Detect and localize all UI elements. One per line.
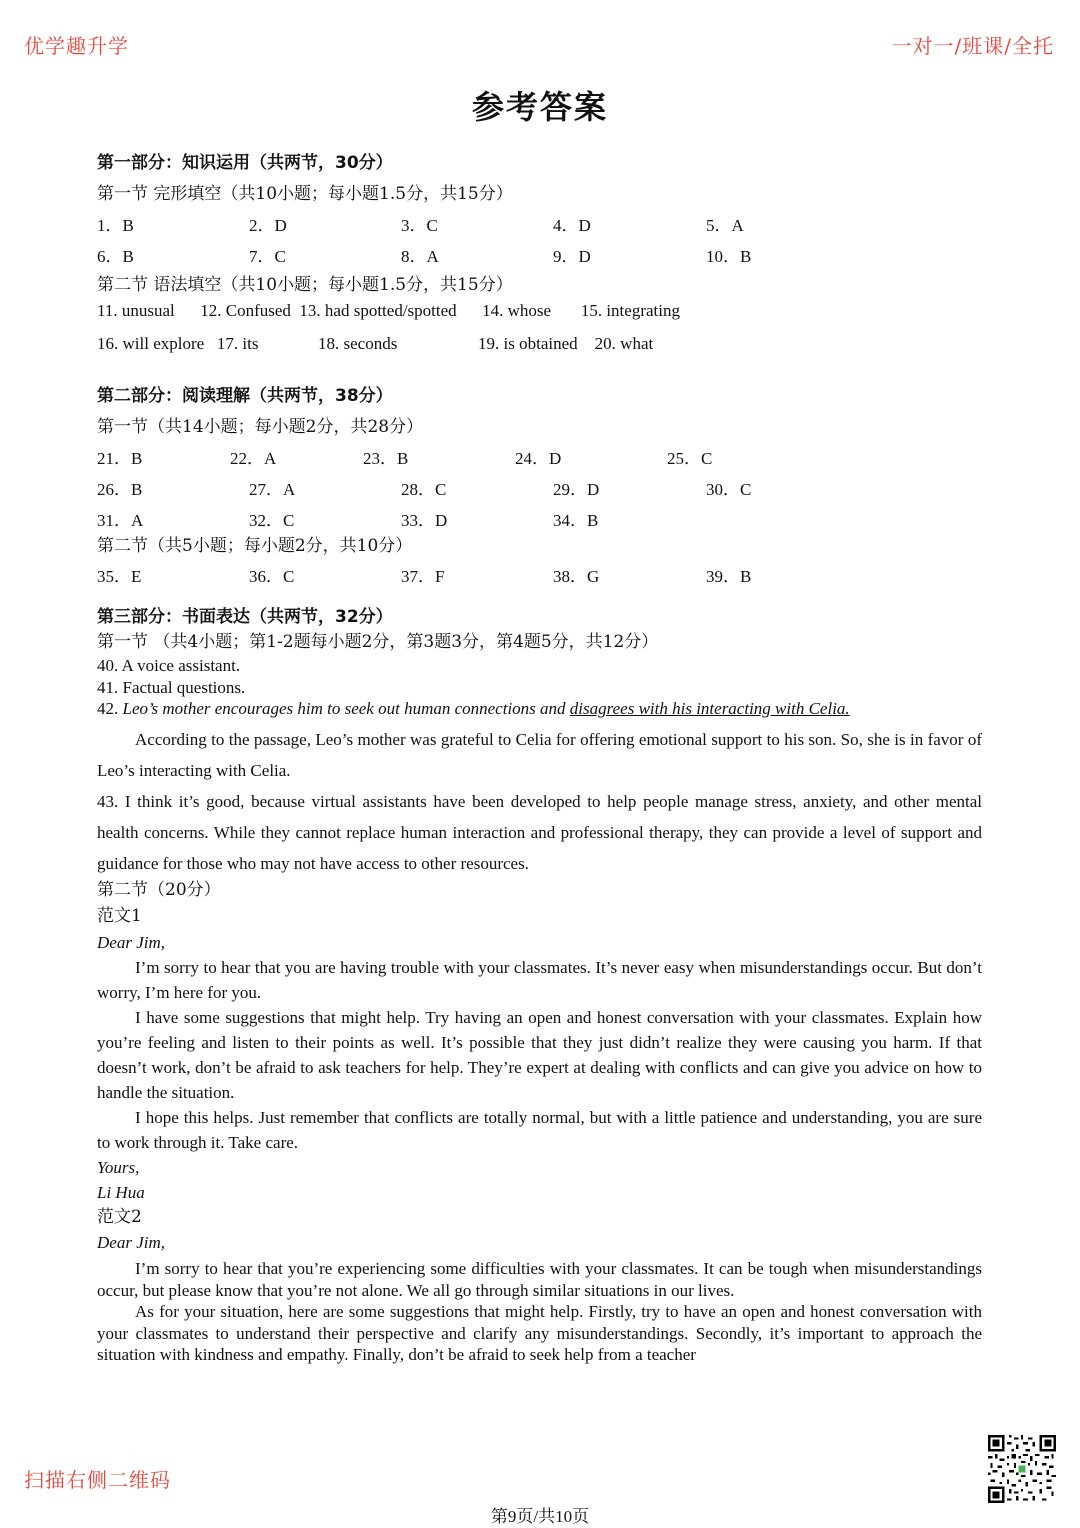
answer-item: 1．B [97, 216, 134, 235]
answer-item: 29．D [553, 480, 600, 499]
essay1-closing: Yours, [97, 1158, 140, 1177]
answer-item: 7．C [249, 247, 286, 266]
answer-42-explanation: According to the passage, Leo’s mother was grateful to Celia for offering emotional support to his son. So, she is in favor of Leo’s interacting with Celia. [97, 729, 982, 780]
reading-answers-row-3 [97, 505, 982, 536]
essay1-paragraph-1: I’m sorry to hear that you are having trouble with your classmates. It’s never easy when misunderstandings occur. But don’t worry, I’m here for you. [97, 958, 982, 1002]
part2-sec1-heading: 第一节（共14小题；每小题2分，共28分） [97, 417, 424, 437]
answer-item: 25．C [667, 449, 713, 468]
part2-sec2-heading: 第二节（共5小题；每小题2分，共10分） [97, 536, 413, 556]
answer-item: 23．B [363, 449, 409, 468]
part1-heading: 第一部分：知识运用（共两节，30分） [97, 153, 393, 173]
part3-sec2-heading: 第二节（20分） [97, 879, 221, 900]
answer-item: 2．D [249, 216, 287, 235]
essay1-paragraph-2: I have some suggestions that might help. Try having an open and honest conversation with your classmates. Explain how you’re feeling and listen to their points as well. It’s possible that they just didn’t realize they were causing you harm. If that doesn’t work, don’t be afraid to ask teachers for help. They’re expert at dealing with conflicts and can give you advice on how to handle the situation. [97, 1008, 982, 1102]
part3-heading: 第三部分：书面表达（共两节，32分） [97, 607, 393, 627]
essay2-paragraph-1: I’m sorry to hear that you’re experiencing some difficulties with your classmates. It can be tough when misunderstandings occur, but please know that you’re not alone. We all go through similar situations in our lives. [97, 1259, 982, 1300]
answer-item: 8．A [401, 247, 439, 266]
answer-item: 27．A [249, 480, 296, 499]
answer-item: 26．B [97, 480, 143, 499]
grammar-fill-row-1: 11. unusual 12. Confused 13. had spotted/spotted 14. whose 15. integrating [97, 301, 680, 320]
answer-42-underlined: disagrees with his interacting with Celia. [569, 699, 850, 718]
watermark-top-left: 优学趣升学 [24, 34, 129, 58]
answer-item: 5．A [706, 216, 744, 235]
essay1-paragraph-3: I hope this helps. Just remember that conflicts are totally normal, but with a little patience and understanding, you are sure to work through it. Take care. [97, 1108, 982, 1152]
answer-item: 35．E [97, 567, 142, 586]
answer-item: 24．D [515, 449, 562, 468]
answer-42 [97, 698, 982, 720]
answer-item: 21．B [97, 449, 143, 468]
page-title: 参考答案 [471, 88, 608, 126]
answer-item: 4．D [553, 216, 591, 235]
answer-item: 30．C [706, 480, 752, 499]
answer-item: 6．B [97, 247, 134, 266]
grammar-fill-row-2: 16. will explore 17. its 18. seconds 19. is obtained 20. what [97, 334, 654, 353]
answer-40: 40. A voice assistant. [97, 656, 241, 675]
answer-item: 34．B [553, 511, 599, 530]
answer-item: 31．A [97, 511, 144, 530]
answer-item: 39．B [706, 567, 752, 586]
answer-item: 33．D [401, 511, 448, 530]
essay1-label: 范文1 [97, 905, 142, 926]
answer-item: 32．C [249, 511, 295, 530]
answer-43: 43. I think it’s good, because virtual assistants have been developed to help people manage stress, anxiety, and other mental health concerns. While they cannot replace human interaction and professional therapy, they can provide a level of support and guidance for those who may not have access to other resources. [97, 791, 982, 873]
answer-item: 38．G [553, 567, 600, 586]
answer-item: 36．C [249, 567, 295, 586]
part2-heading: 第二部分：阅读理解（共两节，38分） [97, 386, 393, 406]
watermark-top-right: 一对一/班课/全托 [891, 34, 1054, 58]
watermark-bottom-left: 扫描右侧二维码 [24, 1468, 171, 1492]
answer-item: 10．B [706, 247, 752, 266]
answer-42-number: 42. [97, 699, 123, 718]
answer-item [706, 505, 806, 536]
part1-sec2-heading: 第二节 语法填空（共10小题；每小题1.5分，共15分） [97, 275, 513, 295]
answer-item: 28．C [401, 480, 447, 499]
reading-answers-row-2 [97, 474, 982, 505]
reading-answers-row-1 [97, 443, 982, 474]
essay2-label: 范文2 [97, 1207, 142, 1227]
essay1-greeting: Dear Jim, [97, 932, 165, 952]
essay1-signature: Li Hua [97, 1183, 145, 1202]
cloze-answers [97, 210, 982, 272]
answer-item: 22．A [230, 449, 277, 468]
essay2-paragraph-2: As for your situation, here are some suggestions that might help. Firstly, try to have an open and honest conversation with your classmates to understand their perspective and clarify any misunderstandings. Secondly, it’s important to approach the situation with kindness and empathy. Finally, don’t be afraid to seek help from a teacher [97, 1302, 982, 1364]
answer-item: 9．D [553, 247, 591, 266]
essay2-greeting: Dear Jim, [97, 1233, 165, 1252]
answer-item: 37．F [401, 567, 445, 586]
answer-42-statement: Leo’s mother encourages him to seek out human connections and [122, 699, 570, 718]
answer-41: 41. Factual questions. [97, 677, 246, 697]
reading-answers-row-4 [97, 556, 982, 598]
answer-item: 3．C [401, 216, 438, 235]
part1-sec1-heading: 第一节 完形填空（共10小题；每小题1.5分，共15分） [97, 184, 513, 204]
part3-sec1-heading: 第一节 （共4小题；第1-2题每小题2分，第3题3分，第4题5分，共12分） [97, 632, 659, 652]
qr-code-icon[interactable] [988, 1435, 1056, 1503]
page-number: 第9页/共10页 [490, 1507, 590, 1526]
answer-content [97, 148, 982, 1366]
